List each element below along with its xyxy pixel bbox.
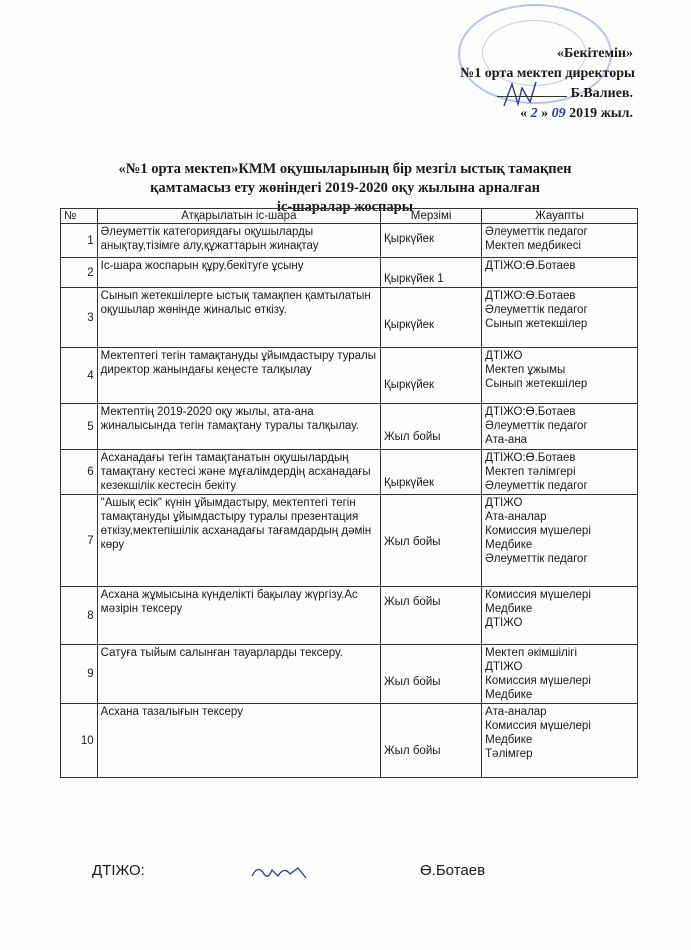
row-activity: Сатуға тыйым салынған тауарларды тексеру. bbox=[97, 645, 380, 704]
table-row bbox=[61, 258, 638, 288]
row-activity: Іс-шара жоспарын құру,бекітуге ұсыну bbox=[97, 258, 380, 288]
date-month: 09 bbox=[551, 106, 566, 121]
date-close-quote: » bbox=[541, 106, 549, 121]
row-number: 6 bbox=[61, 450, 98, 495]
row-number: 3 bbox=[61, 288, 98, 348]
row-responsible: Мектеп әкімшілігі ДТІЖО Комиссия мүшелері Медбике bbox=[482, 645, 638, 704]
header-number: № bbox=[61, 209, 98, 224]
row-responsible: ДТІЖО:Ө.Ботаев Әлеуметтік педагог Ата-ана bbox=[482, 404, 638, 450]
row-responsible: Ата-аналар Комиссия мүшелері Медбике Тәлімгер bbox=[482, 704, 638, 778]
header-responsible: Жауапты bbox=[482, 209, 638, 224]
row-term: Жыл бойы bbox=[381, 404, 482, 450]
row-term: Жыл бойы bbox=[381, 704, 482, 778]
deputy-signature bbox=[250, 860, 310, 884]
table-row bbox=[61, 645, 638, 704]
table-row bbox=[61, 404, 638, 450]
title-line-1: «№1 орта мектеп»КММ оқушыларының бір мезгіл ыстық тамақпен bbox=[118, 161, 572, 177]
director-name: Б.Валиев. bbox=[570, 86, 633, 101]
plan-table bbox=[60, 208, 638, 778]
row-responsible: ДТІЖО:Ө.Ботаев Мектеп тәлімгері Әлеуметтік педагог bbox=[482, 450, 638, 495]
row-activity: Әлеуметтік категориядағы оқушыларды анықтау,тізімге алу,құжаттарын жинақтау bbox=[97, 224, 380, 258]
row-term: Қыркүйек 1 bbox=[381, 258, 482, 288]
footer-label: ДТІЖО: bbox=[92, 862, 145, 879]
header-term: Мерзімі bbox=[381, 209, 482, 224]
row-number: 9 bbox=[61, 645, 98, 704]
date-day: 2 bbox=[530, 106, 538, 121]
row-responsible: Әлеуметтік педагог Мектеп медбикесі bbox=[482, 224, 638, 258]
table-row bbox=[61, 495, 638, 587]
title-line-3: іс-шаралар жоспары bbox=[276, 199, 414, 215]
table-header-row bbox=[61, 209, 638, 224]
row-responsible: ДТІЖО Ата-аналар Комиссия мүшелері Медбике Әлеуметтік педагог bbox=[482, 495, 638, 587]
row-activity: Асханадағы тегін тамақтанатын оқушылардың тамақтану кестесі және мұғалімдердің асханадағы кезекшілік кестесін бекіту bbox=[97, 450, 380, 495]
footer-name: Ө.Ботаев bbox=[420, 862, 486, 879]
approval-position: №1 орта мектеп директоры bbox=[460, 66, 635, 81]
row-activity: Сынып жетекшілерге ыстық тамақпен қамтылатын оқушылар жөнінде жиналыс өткізу. bbox=[97, 288, 380, 348]
table-row bbox=[61, 288, 638, 348]
row-number: 8 bbox=[61, 587, 98, 645]
row-number: 10 bbox=[61, 704, 98, 778]
date-year: 2019 жыл. bbox=[569, 106, 633, 121]
row-term: Жыл бойы bbox=[381, 645, 482, 704]
table-row bbox=[61, 348, 638, 404]
row-term: Қыркүйек bbox=[381, 224, 482, 258]
row-responsible: ДТІЖО Мектеп ұжымы Сынып жетекшілер bbox=[482, 348, 638, 404]
row-activity: Мектептегі тегін тамақтануды ұйымдастыру туралы директор жанындағы кеңесте талқылау bbox=[97, 348, 380, 404]
approval-block bbox=[460, 44, 633, 124]
row-term: Қыркүйек bbox=[381, 348, 482, 404]
row-number: 7 bbox=[61, 495, 98, 587]
row-number: 4 bbox=[61, 348, 98, 404]
row-term: Жыл бойы bbox=[381, 495, 482, 587]
title-line-2: қамтамасыз ету жөніндегі 2019-2020 оқу жылына арналған bbox=[150, 180, 540, 196]
row-term: Қыркүйек bbox=[381, 288, 482, 348]
row-number: 2 bbox=[61, 258, 98, 288]
row-activity: Мектептің 2019-2020 оқу жылы, ата-ана жиналысында тегін тамақтану туралы талқылау. bbox=[97, 404, 380, 450]
row-number: 1 bbox=[61, 224, 98, 258]
row-activity: Асхана жұмысына күнделікті бақылау жүргізу.Ас мәзірін тексеру bbox=[97, 587, 380, 645]
row-activity: Асхана тазалығын тексеру bbox=[97, 704, 380, 778]
table-row bbox=[61, 224, 638, 258]
date-open-quote: « bbox=[520, 106, 528, 121]
header-activity: Атқарылатын іс-шара bbox=[97, 209, 380, 224]
approval-date bbox=[460, 104, 633, 124]
approval-title: «Бекітемін» bbox=[556, 46, 633, 61]
row-responsible: Комиссия мүшелері Медбике ДТІЖО bbox=[482, 587, 638, 645]
table-row bbox=[61, 704, 638, 778]
row-activity: "Ашық есік" күнін ұйымдастыру, мектептегі тегін тамақтануды ұйымдастыру туралы презентация өткізу,мектепішілік асханадағы тағамдардың дәмін көру bbox=[97, 495, 380, 587]
table-row bbox=[61, 450, 638, 495]
signature-line bbox=[497, 96, 567, 97]
table-row bbox=[61, 587, 638, 645]
row-responsible: ДТІЖО:Ө.Ботаев Әлеуметтік педагог Сынып жетекшілер bbox=[482, 288, 638, 348]
row-number: 5 bbox=[61, 404, 98, 450]
approval-name-line bbox=[460, 84, 633, 104]
row-term: Жыл бойы bbox=[381, 587, 482, 645]
row-responsible: ДТІЖО:Ө.Ботаев bbox=[482, 258, 638, 288]
row-term: Қыркүйек bbox=[381, 450, 482, 495]
